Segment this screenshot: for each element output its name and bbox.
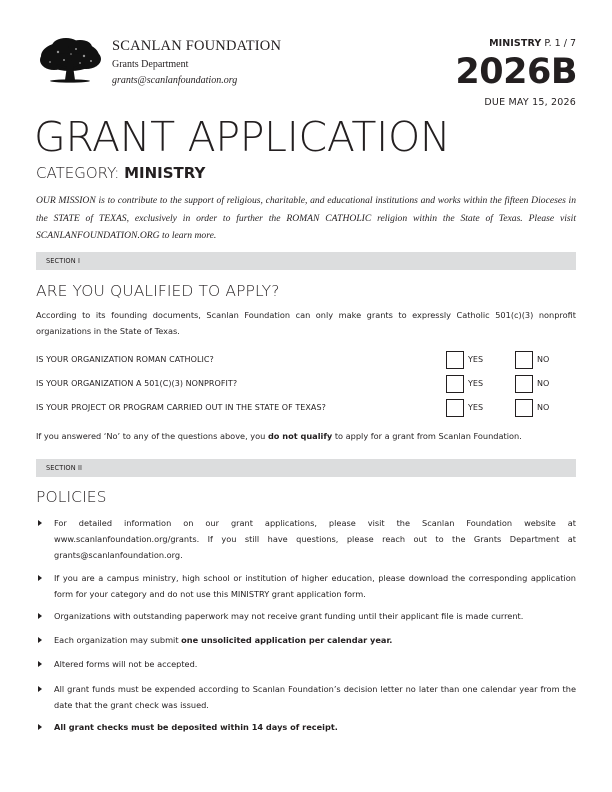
triangle-bullet-icon — [38, 661, 42, 667]
category-value: MINISTRY — [124, 164, 206, 182]
question-text: IS YOUR PROJECT OR PROGRAM CARRIED OUT IN THE STATE OF TEXAS? — [36, 403, 326, 412]
policy-text: All grant funds must be expended according to Scanlan Foundation’s decision letter no later than one calendar year from the date that the grant check was issued. — [54, 684, 576, 710]
question-row — [36, 375, 576, 393]
eligibility-intro: According to its founding documents, Scanlan Foundation can only make grants to expressly Catholic 501(c)(3) nonprofit organizations in the State of Texas. — [36, 310, 576, 336]
no-checkbox[interactable] — [515, 351, 533, 369]
policy-text: For detailed information on our grant applications, please visit the Scanlan Foundation website at www.scanlanfoundation.org/grants. If you still have questions, please reach out to the Grants Department at grants@scanlanfoundation.org. — [54, 518, 576, 560]
policy-item — [36, 632, 576, 648]
oak-tree-icon — [36, 36, 104, 86]
triangle-bullet-icon — [38, 613, 42, 619]
yes-label: YES — [468, 355, 484, 364]
policy-item — [36, 515, 576, 563]
policy-item — [36, 570, 576, 602]
department-name: Grants Department — [112, 59, 189, 70]
section-2-label: SECTION II — [46, 464, 83, 472]
section-1-heading: ARE YOU QUALIFIED TO APPLY? — [36, 282, 280, 300]
policy-emphasis: one unsolicited application per calendar year. — [181, 635, 393, 645]
note-emphasis: do not qualify — [267, 431, 333, 441]
yes-checkbox[interactable] — [446, 351, 464, 369]
section-2-heading: POLICIES — [36, 488, 107, 506]
policy-item — [36, 656, 576, 672]
page-reference — [489, 38, 576, 49]
due-date: DUE MAY 15, 2026 — [484, 97, 576, 108]
policy-emphasis: All grant checks must be deposited within 14 days of receipt. — [54, 722, 338, 732]
question-row — [36, 399, 576, 417]
question-row — [36, 351, 576, 369]
policy-text: Organizations with outstanding paperwork may not receive grant funding until their applicant file is made current. — [54, 611, 524, 621]
note-text: If you answered ‘No’ to any of the questions above, you — [36, 431, 268, 441]
yes-label: YES — [468, 403, 484, 412]
no-label: NO — [537, 403, 550, 412]
policy-item — [36, 608, 576, 624]
triangle-bullet-icon — [38, 724, 42, 730]
section-2-bar — [36, 459, 576, 477]
triangle-bullet-icon — [38, 637, 42, 643]
question-text: IS YOUR ORGANIZATION A 501(C)(3) NONPROFIT? — [36, 379, 238, 388]
triangle-bullet-icon — [38, 575, 42, 581]
contact-email: grants@scanlanfoundation.org — [112, 75, 238, 86]
org-name: SCANLAN FOUNDATION — [112, 38, 282, 54]
section-1-bar — [36, 252, 576, 270]
no-checkbox[interactable] — [515, 375, 533, 393]
yes-checkbox[interactable] — [446, 399, 464, 417]
question-text: IS YOUR ORGANIZATION ROMAN CATHOLIC? — [36, 355, 214, 364]
policy-text: Altered forms will not be accepted. — [54, 659, 198, 669]
mission-statement: OUR MISSION is to contribute to the support of religious, charitable, and educational institutions and works within the fifteen Dioceses in the STATE of TEXAS, exclusively in order to further the ROMAN CATHOLIC religion within the State of Texas. Please visit SCANLANFOUNDATION.ORG to learn more. — [36, 195, 576, 241]
no-label: NO — [537, 355, 550, 364]
yes-label: YES — [468, 379, 484, 388]
no-label: NO — [537, 379, 550, 388]
category-label: CATEGORY: — [36, 164, 120, 182]
note-text: to apply for a grant from Scanlan Foundation. — [332, 431, 522, 441]
section-1-label: SECTION I — [46, 257, 80, 265]
policy-text: If you are a campus ministry, high school or institution of higher education, please download the corresponding application form for your category and do not use this MINISTRY grant application form. — [54, 573, 576, 599]
category-tag: MINISTRY — [489, 38, 542, 49]
page-number: P. 1 / 7 — [544, 38, 576, 49]
form-code: 2026B — [455, 52, 577, 92]
disqualification-note — [36, 428, 576, 444]
policy-item — [36, 681, 576, 713]
category-line — [36, 164, 205, 182]
triangle-bullet-icon — [38, 520, 42, 526]
policy-text: Each organization may submit — [54, 635, 182, 645]
no-checkbox[interactable] — [515, 399, 533, 417]
yes-checkbox[interactable] — [446, 375, 464, 393]
page-title: GRANT APPLICATION — [34, 113, 451, 161]
triangle-bullet-icon — [38, 686, 42, 692]
policy-item — [36, 719, 576, 735]
